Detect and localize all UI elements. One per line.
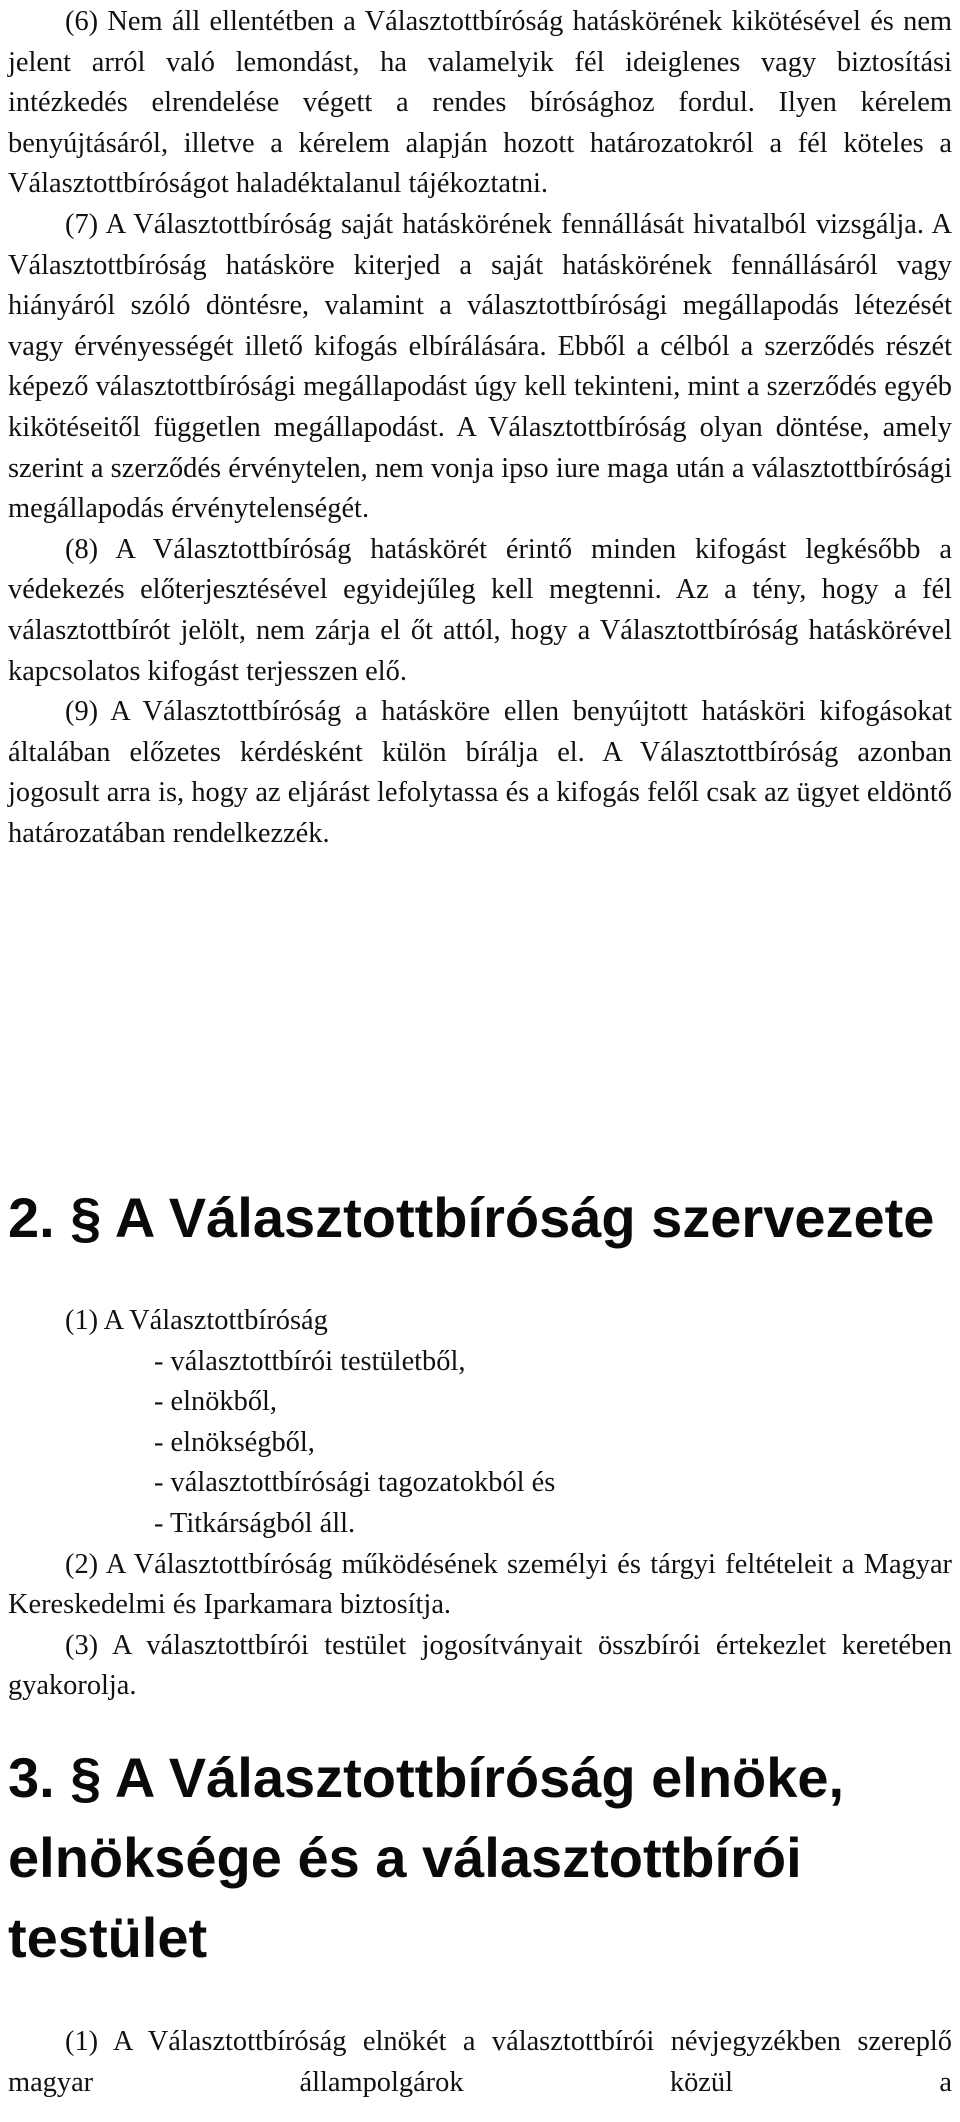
list-item: - elnökségből, xyxy=(154,1426,315,1458)
section-2-paragraph-2: (2) A Választottbíróság működésének személyi és tárgyi feltételeit a Magyar Kereskedelmi és Iparkamara biztosítja. xyxy=(8,1548,952,1621)
list-item: - választottbírói testületből, xyxy=(154,1345,466,1377)
organization-list xyxy=(8,1342,952,1545)
list-item: - Titkárságból áll. xyxy=(154,1507,356,1539)
section-2-paragraph-3: (3) A választottbírói testület jogosítványait összbírói értekezlet keretében gyakorolja. xyxy=(8,1629,952,1702)
section-3-body xyxy=(8,2022,952,2103)
list-item: - elnökből, xyxy=(154,1386,278,1418)
paragraph-9: (9) A Választottbíróság a hatásköre ellen benyújtott hatásköri kifogásokat általában előzetes kérdésként külön bírálja el. A Választottbíróság azonban jogosult arra is, hogy az eljárást lefolytassa és a kifogás felől csak az ügyet eldöntő határozatában rendelkezzék. xyxy=(8,696,952,849)
paragraph-7: (7) A Választottbíróság saját hatáskörének fennállását hivatalból vizsgálja. A Választottbíróság hatásköre kiterjed a saját hatáskörének fennállásáról vagy hiányáról szóló döntésre, valamint a választottbírósági megállapodás létezését vagy érvényességét illető kifogás elbírálására. Ebből a célból a szerződés részét képező választottbírósági megállapodást úgy kell tekinteni, mint a szerződés egyéb kikötéseitől független megállapodást. A Választottbíróság olyan döntése, amely szerint a szerződés érvénytelen, nem vonja ipso iure maga után a választottbírósági megállapodás érvénytelenségét. xyxy=(8,208,952,525)
section-3-paragraph-1: (1) A Választottbíróság elnökét a választottbírói névjegyzékben szereplő magyar állampolgárok közül a xyxy=(8,2026,952,2098)
section-3-heading-line: testület xyxy=(8,1906,208,1969)
section-3-heading-line: elnöksége és a választottbírói xyxy=(8,1826,802,1889)
section-3-heading xyxy=(8,1738,844,1978)
paragraph-8: (8) A Választottbíróság hatáskörét érintő minden kifogást legkésőbb a védekezés előterjesztésével egyidejűleg kell megtenni. Az a tény, hogy a fél választottbírót jelölt, nem zárja el őt attól, hogy a Választottbíróság hatáskörével kapcsolatos kifogást terjesszen elő. xyxy=(8,533,952,687)
section-3-heading-line: 3. § A Választottbíróság elnöke, xyxy=(8,1746,845,1809)
section-2-intro: (1) A Választottbíróság xyxy=(65,1305,328,1336)
section-2-body xyxy=(8,1301,952,1707)
list-item: - választottbírósági tagozatokból és xyxy=(154,1467,556,1499)
section-2-heading: 2. § A Választottbíróság szervezete xyxy=(8,1186,935,1249)
paragraph-6: (6) Nem áll ellentétben a Választottbíróság hatáskörének kikötésével és nem jelent arról való lemondást, ha valamelyik fél ideiglenes vagy biztosítási intézkedés elrendelése végett a rendes bírósághoz fordul. Ilyen kérelem benyújtásáról, illetve a kérelem alapján hozott határozatokról a fél köteles a Választottbíróságot haladéktalanul tájékoztatni. xyxy=(8,6,952,200)
section-1-body xyxy=(8,2,952,854)
